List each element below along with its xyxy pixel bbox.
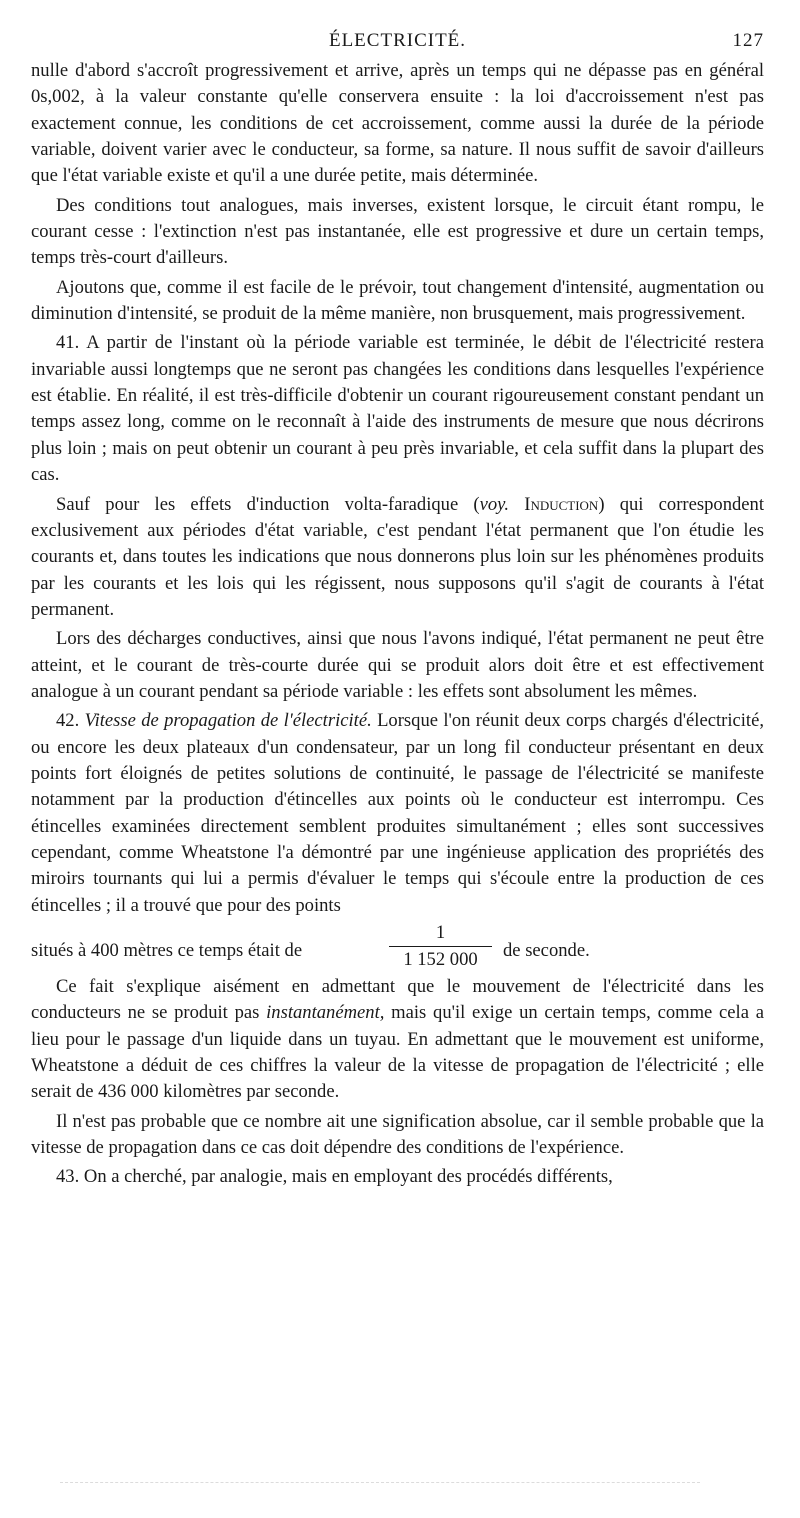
voy-abbrev: voy. xyxy=(479,493,510,515)
fraction-denominator: 1 152 000 xyxy=(403,949,478,970)
page-number: 127 xyxy=(732,30,764,51)
paragraph-41: 41. A partir de l'instant où la période variable est terminée, le débit de l'électricité restera invariable aussi longtemps que ne seront pas changées les conditions dans lesquelles l'expérience est établie. En réalité, il est très-difficile d'obtenir un courant rigoureusement constant pendant un temps assez long, comme on le reconnaît à l'aide des instruments de mesure que nous décrirons plus loin ; mais on peut obtenir un courant à peu près invariable, et cela suffit dans la plupart des cas. xyxy=(31,332,764,486)
fraction-tail-text: de seconde. xyxy=(503,940,590,961)
paragraph-5-before: Sauf pour les effets d'induction volta-faradique ( xyxy=(56,493,480,515)
induction-reference: Induction xyxy=(524,493,599,515)
paragraph-8-italic: instantanément, xyxy=(266,1002,385,1024)
paragraph-9: Il n'est pas probable que ce nombre ait une signification absolue, car il semble probable que la vitesse de propagation dans ce cas doit dépendre des conditions de l'expérience. xyxy=(31,1110,764,1159)
paragraph-3: Ajoutons que, comme il est facile de le prévoir, tout changement d'intensité, augmentation ou diminution d'intensité, se produit de la même manière, non brusquement, mais progressivement. xyxy=(31,276,764,325)
fraction-line xyxy=(31,922,764,974)
paragraph-42-text: Lorsque l'on réunit deux corps chargés d'électricité, ou encore les deux plateaux d'un condensateur, par un long fil conducteur présentant en deux points fort éloignés de petites solutions de continuité, le passage de l'électricité se manifeste notamment par la production d'étincelles aux points où le conducteur est interrompu. Ces étincelles examinées directement semblent produites simultanément ; elles sont successives cependant, comme Wheatstone l'a démontré par une ingénieuse application des propriétés des miroirs tournants qui lui a permis d'évaluer le temps qui s'écoule entre la production de ces étincelles ; il a trouvé que pour des points xyxy=(31,710,764,916)
running-header xyxy=(31,28,764,58)
fraction-bar xyxy=(389,946,492,947)
section-heading-42: Vitesse de propagation de l'électricité. xyxy=(84,710,372,732)
paragraph-43: 43. On a cherché, par analogie, mais en employant des procédés différents, xyxy=(56,1166,613,1188)
fraction-lead-text: situés à 400 mètres ce temps était de xyxy=(31,940,303,961)
fraction-numerator: 1 xyxy=(435,922,446,943)
paragraph-1: nulle d'abord s'accroît progressivement et arrive, après un temps qui ne dépasse pas en général 0s,002, à la valeur constante qu'elle conservera ensuite : la loi d'accroissement n'est pas exactement connue, les conditions de cet accroissement, comme aussi la durée de la période variable, doivent varier avec le conducteur, sa forme, sa nature. Il nous suffit de savoir d'ailleurs que l'état variable existe et qu'il a une durée petite, mais déterminée. xyxy=(31,60,764,187)
section-number-42: 42. xyxy=(56,710,80,732)
paragraph-6: Lors des décharges conductives, ainsi que nous l'avons indiqué, l'état permanent ne peut être atteint, et le courant de très-courte durée qui se produit alors doit être et est effectivement analogue à un courant pendant sa période variable : les effets sont absolument les mêmes. xyxy=(31,628,764,702)
page-body xyxy=(31,58,764,1191)
paragraph-8 xyxy=(31,974,764,1106)
paragraph-5 xyxy=(31,492,764,624)
book-page xyxy=(31,28,764,1194)
paragraph-42 xyxy=(31,708,764,919)
fraction xyxy=(389,922,492,971)
running-title: ÉLECTRICITÉ. xyxy=(328,30,467,51)
paragraph-8-before: Ce fait s'explique aisément en admettant que le mouvement de l'électricité dans les conducteurs ne se produit pas xyxy=(31,976,764,1024)
paragraph-5-after: ) qui correspondent exclusivement aux périodes d'état variable, c'est pendant l'état permanent que l'on étudie les courants et, dans toutes les indications que nous donnerons plus loin sur les phénomènes produits par les courants et les lois qui les régissent, nous supposons qu'il s'agit de courants à l'état permanent. xyxy=(31,493,764,620)
paragraph-2: Des conditions tout analogues, mais inverses, existent lorsque, le circuit étant rompu, le courant cesse : l'extinction n'est pas instantanée, elle est progressive et dure un certain temps, temps très-court d'ailleurs. xyxy=(31,194,764,269)
bottom-scan-noise xyxy=(60,1482,700,1485)
paragraph-8-after: mais qu'il exige un certain temps, comme cela a lieu pour le passage d'un liquide dans un tuyau. En admettant que le mouvement est uniforme, Wheatstone a déduit de ces chiffres la valeur de la vitesse de propagation de l'électricité ; elle serait de 436 000 kilomètres par seconde. xyxy=(31,1002,764,1103)
